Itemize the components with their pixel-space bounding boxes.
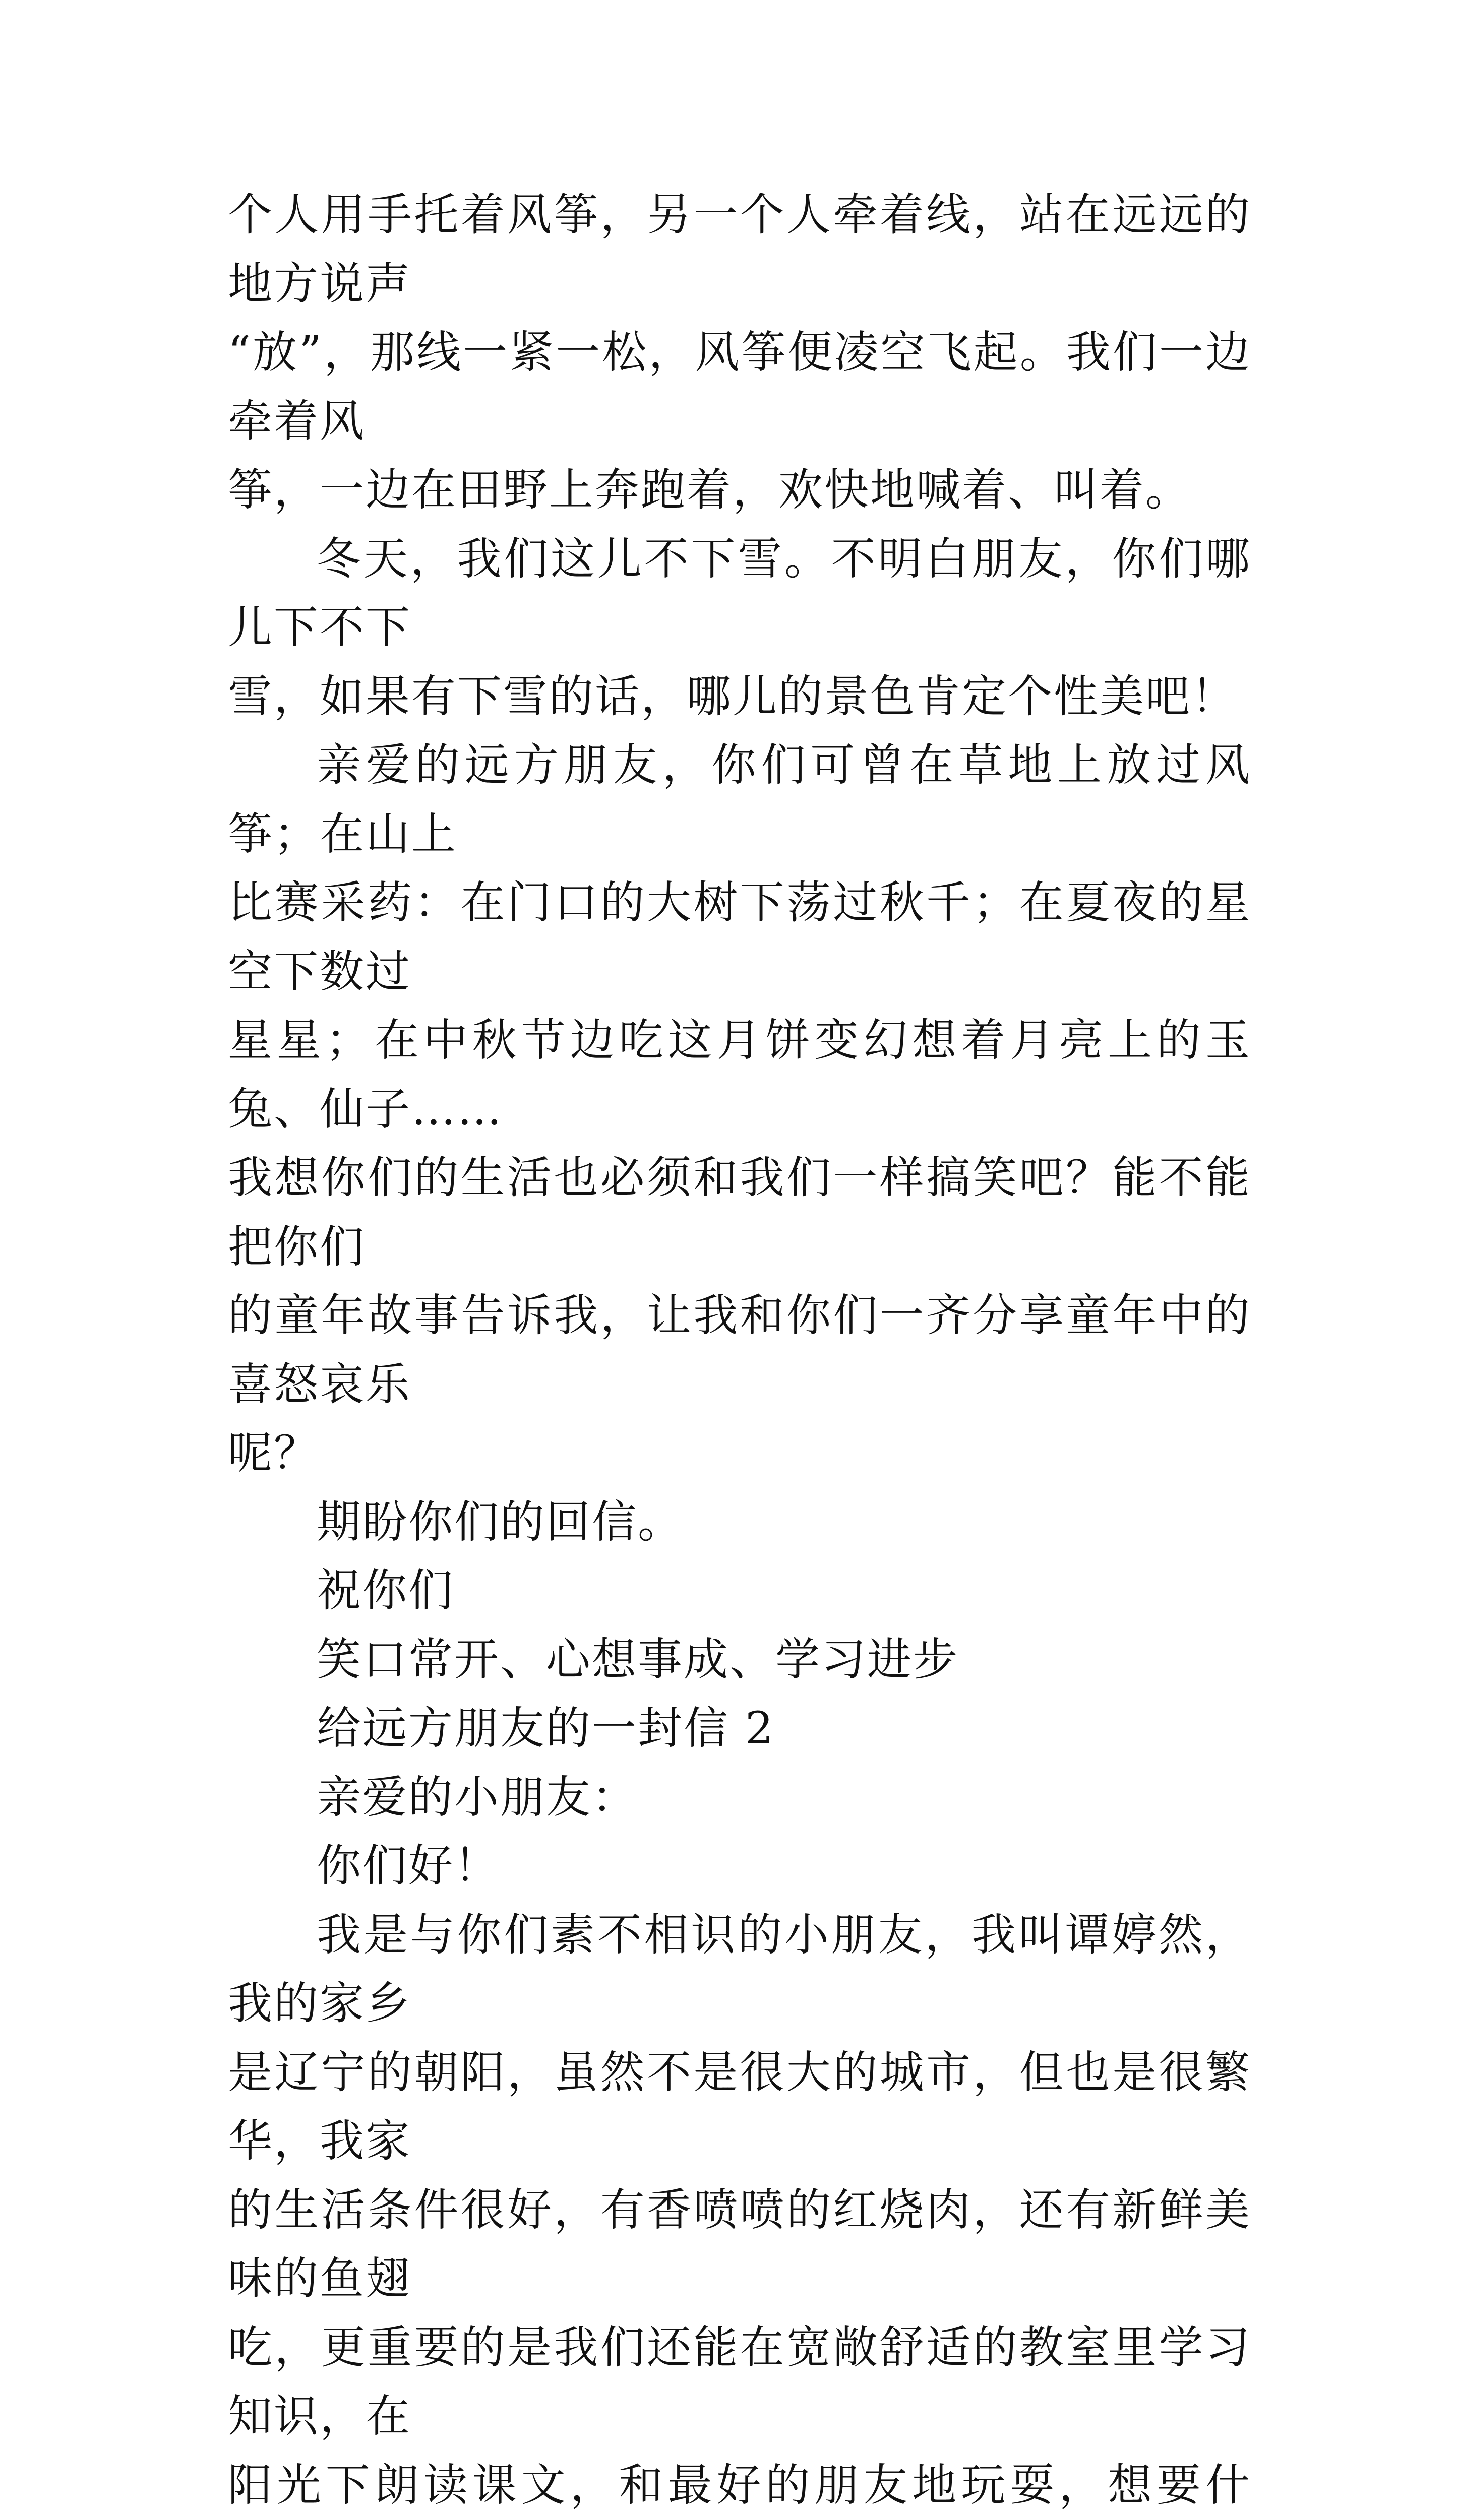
text-line: 亲爱的远方朋友，你们可曾在草地上放过风筝；在山上 [228, 731, 1251, 868]
text-line: 呢？ [228, 1419, 1251, 1488]
text-line: 个人用手托着风筝，另一个人牵着线，站在远远的地方说声 [228, 180, 1251, 318]
text-line: 我想你们的生活也必须和我们一样搞笑吧？能不能把你们 [228, 1144, 1251, 1281]
paragraph [228, 180, 1251, 525]
text-line: 雪，如果有下雪的话，哪儿的景色肯定个性美吧！ [228, 662, 1251, 731]
text-line: 我是与你们素不相识的小朋友，我叫谭婷然，我的家乡 [228, 1901, 1251, 2038]
text-line: 吃，更重要的是我们还能在宽敞舒适的教室里学习知识，在 [228, 2313, 1251, 2451]
text-line: “放”，那线一紧一松，风筝便凌空飞起。我们一边牵着风 [228, 318, 1251, 456]
text-line: 的童年故事告诉我，让我和你们一齐分享童年中的喜怒哀乐 [228, 1281, 1251, 1419]
text-line: 亲爱的小朋友： [228, 1763, 1251, 1832]
text-line: 阳光下朗读课文，和最好的朋友地玩耍，想要什 [228, 2451, 1251, 2520]
text-line: 祝你们 [228, 1556, 1251, 1625]
paragraph [228, 731, 1251, 1488]
paragraph [228, 525, 1251, 731]
text-line: 筝，一边在田野上奔跑着，欢快地喊着、叫着。 [228, 456, 1251, 525]
text-line: 笑口常开、心想事成、学习进步 [228, 1625, 1251, 1694]
section-heading [228, 1694, 1251, 1763]
paragraph [228, 1556, 1251, 1625]
text-line: 星星；在中秋节边吃这月饼变幻想着月亮上的玉兔、仙子…… [228, 1006, 1251, 1144]
document-body [228, 180, 1251, 2520]
text-line: 给远方朋友的一封信 2 [228, 1694, 1251, 1763]
text-line: 冬天，我们这儿不下雪。不明白朋友，你们哪儿下不下 [228, 525, 1251, 662]
salutation [228, 1763, 1251, 1832]
text-line: 你们好！ [228, 1832, 1251, 1901]
paragraph [228, 1625, 1251, 1694]
text-line: 是辽宁的朝阳，虽然不是很大的城市，但也是很繁华，我家 [228, 2038, 1251, 2176]
paragraph [228, 1488, 1251, 1557]
text-line: 的生活条件很好，有香喷喷的红烧肉，还有新鲜美味的鱼翅 [228, 2176, 1251, 2313]
text-line: 比赛采药：在门口的大树下荡过秋千；在夏夜的星空下数过 [228, 868, 1251, 1006]
text-line: 期盼你们的回信。 [228, 1488, 1251, 1557]
greeting [228, 1832, 1251, 1901]
paragraph [228, 1901, 1251, 2520]
